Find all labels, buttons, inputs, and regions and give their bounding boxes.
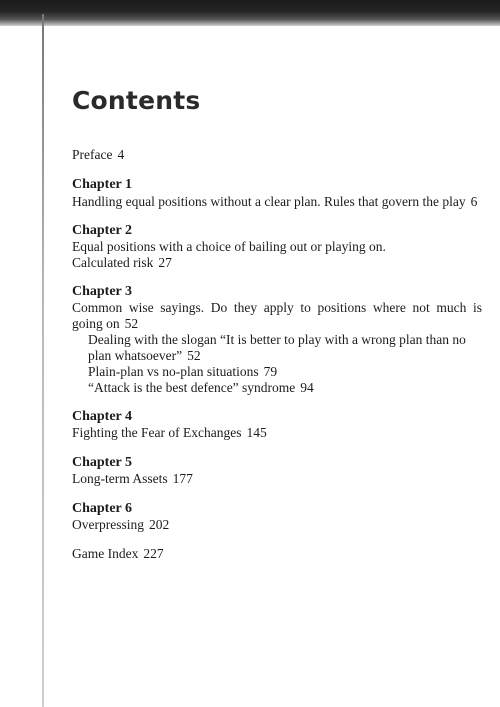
chapter-5-heading: Chapter 5	[72, 455, 133, 470]
chapter-4-heading: Chapter 4	[72, 409, 133, 424]
entry-label: Preface	[72, 147, 113, 162]
entry-title: “Attack is the best defence” syndrome	[88, 380, 296, 395]
entry-title: Plain-plan vs no-plan situations	[88, 364, 259, 379]
toc-entry-chapter-3-line1[interactable]: Common wise sayings. Do they apply to positions where not much is	[72, 300, 482, 315]
entry-title: Overpressing	[72, 517, 144, 532]
toc-subsection-1-line2[interactable]	[88, 347, 201, 364]
chapter-3-heading: Chapter 3	[72, 284, 133, 299]
toc-entry-chapter-2-line1[interactable]: Equal positions with a choice of bailing out or playing on.	[72, 239, 386, 254]
entry-title: plan whatsoever”	[88, 348, 183, 363]
page-number: 227	[143, 546, 164, 561]
toc-entry-chapter-3-line2[interactable]	[72, 315, 138, 332]
contents-page	[72, 0, 492, 707]
toc-entry-chapter-2-line2[interactable]	[72, 254, 172, 271]
page-number: 177	[172, 471, 193, 486]
entry-title: Fighting the Fear of Exchanges	[72, 425, 242, 440]
page-number: 27	[158, 255, 172, 270]
page-number: 94	[300, 380, 314, 395]
page-number: 52	[187, 348, 201, 363]
chapter-1-heading: Chapter 1	[72, 177, 133, 192]
entry-title: Calculated risk	[72, 255, 154, 270]
page-number: 6	[470, 194, 478, 209]
page-title: Contents	[72, 86, 201, 115]
page-number: 4	[117, 147, 125, 162]
toc-entry-chapter-1[interactable]	[72, 193, 477, 210]
page-number: 145	[246, 425, 267, 440]
page-number: 79	[263, 364, 278, 379]
book-spine-edge	[42, 14, 44, 707]
toc-entry-chapter-6[interactable]	[72, 516, 169, 533]
entry-title: Handling equal positions without a clear plan. Rules that govern the play	[72, 194, 466, 209]
toc-subsection-3[interactable]	[88, 379, 314, 396]
toc-entry-chapter-5[interactable]	[72, 470, 193, 487]
entry-label: Game Index	[72, 546, 139, 561]
toc-entry-chapter-4[interactable]	[72, 424, 267, 441]
chapter-2-heading: Chapter 2	[72, 223, 133, 238]
toc-entry-preface[interactable]	[72, 146, 124, 163]
toc-subsection-2[interactable]	[88, 363, 277, 380]
entry-title: going on	[72, 316, 120, 331]
toc-entry-game-index[interactable]	[72, 545, 164, 562]
entry-title: Long-term Assets	[72, 471, 168, 486]
page-number: 202	[148, 517, 170, 532]
chapter-6-heading: Chapter 6	[72, 501, 133, 516]
toc-subsection-1-line1[interactable]: Dealing with the slogan “It is better to play with a wrong plan than no	[88, 332, 466, 347]
page-number: 52	[124, 316, 139, 331]
